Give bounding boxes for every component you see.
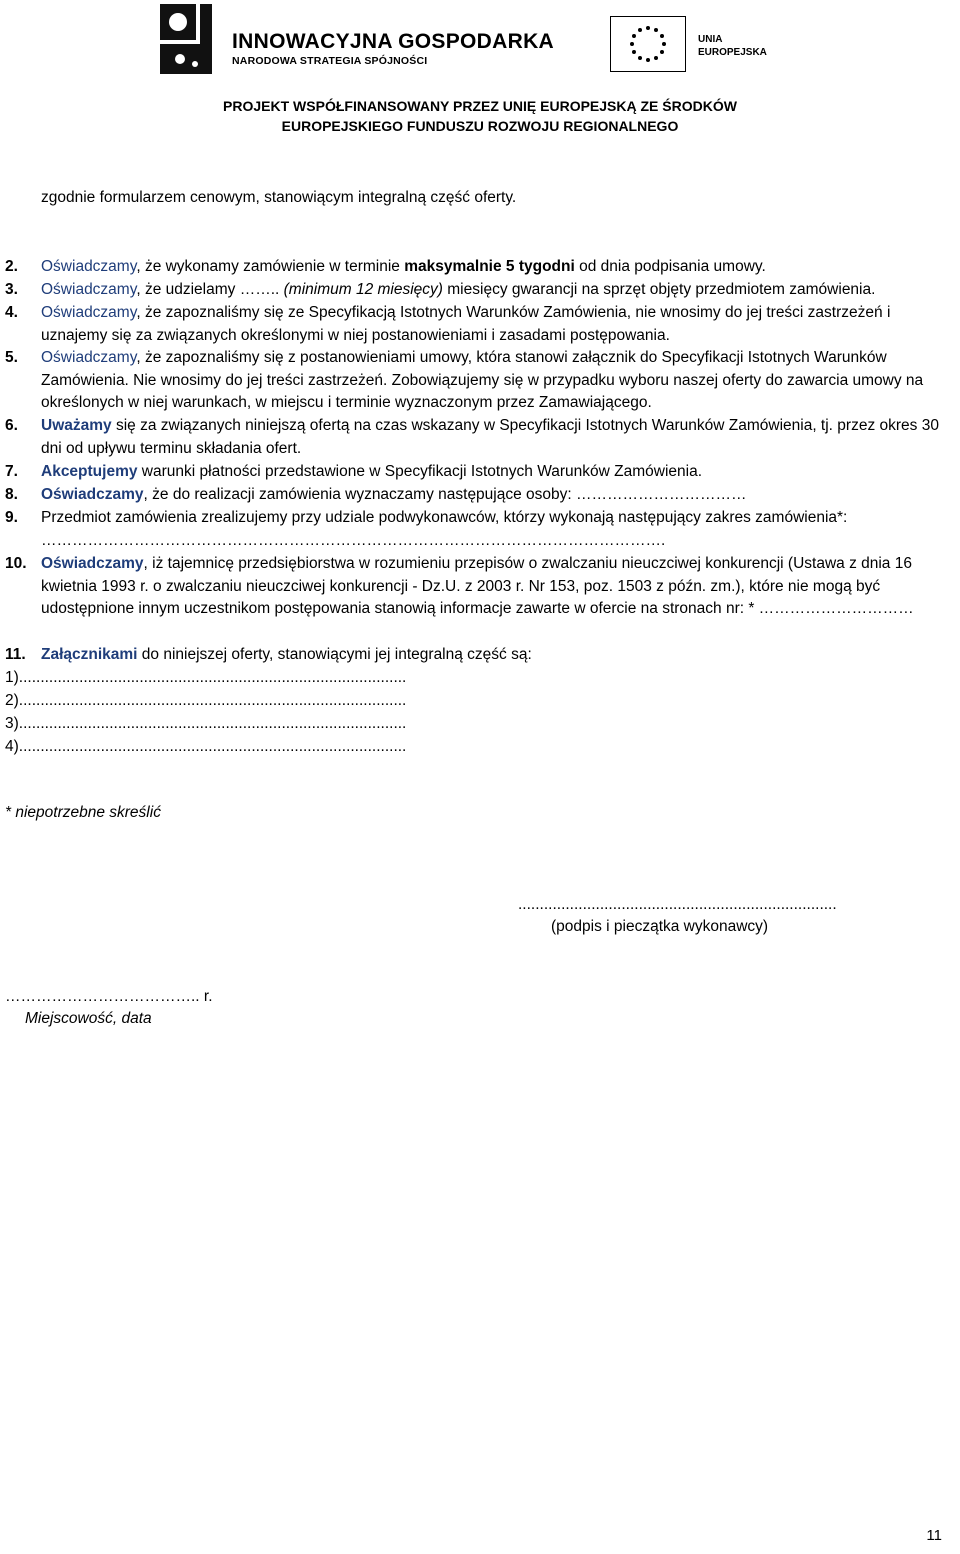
- item-number: 7.: [5, 463, 18, 480]
- project-line-2: EUROPEJSKIEGO FUNDUSZU ROZWOJU REGIONALNEGO: [281, 118, 679, 134]
- item-keyword: Uważamy: [41, 417, 112, 434]
- attachment-line-2: 2)..........................................................................................: [5, 692, 407, 709]
- project-line-1: PROJEKT WSPÓŁFINANSOWANY PRZEZ UNIĘ EUROPEJSKĄ ZE ŚRODKÓW: [223, 98, 737, 114]
- deadline-bold: maksymalnie 5 tygodni: [404, 258, 575, 275]
- item-number: 10.: [5, 555, 27, 572]
- item-number: 3.: [5, 281, 18, 298]
- item-6: 6. Uważamy się za związanych niniejszą ofertą na czas wskazany w Specyfikacji Istotnych Warunków Zamówienia, tj. przez okres 30 dni od upływu terminu składania ofert.: [5, 417, 939, 457]
- brand-subtitle: NARODOWA STRATEGIA SPÓJNOŚCI: [232, 55, 428, 67]
- item-5: 5. Oświadczamy, że zapoznaliśmy się z postanowieniami umowy, która stanowi załącznik do Specyfikacji Istotnych Warunków Zamówienia. Nie wnosimy do jej treści zastrzeżeń. Zobowiązujemy się w przypadku wyboru naszej oferty do zawarcia umowy na określonych w niej warunkach, w miejscu i terminie wyznaczonym przez Zamawiającego.: [5, 349, 924, 411]
- place-date-label: Miejscowość, data: [25, 1010, 152, 1027]
- item-number: 4.: [5, 304, 18, 321]
- warranty-minimum: (minimum 12 miesięcy): [283, 281, 443, 298]
- item-4: 4. Oświadczamy, że zapoznaliśmy się ze Specyfikacją Istotnych Warunków Zamówienia, nie wnosimy do jej treści zastrzeżeń i uznajemy się za związanych określonymi w niej postanowieniami i zasadami postępowania.: [5, 304, 891, 344]
- item-10: 10. Oświadczamy, iż tajemnicę przedsiębiorstwa w rozumieniu przepisów o zwalczaniu nieuczciwej konkurencji (Ustawa z dnia 16 kwietnia 1993 r. o zwalczaniu nieuczciwej konkurencji - Dz.U. z 2003 r. Nr 153, poz. 1503 z późn. zm.), które nie mogą być udostępnione innym uczestnikom postępowania stanowią informacje zawarte w ofercie na stronach nr: * …………………………: [5, 555, 914, 617]
- item-keyword: Akceptujemy: [41, 463, 138, 480]
- item-keyword: Załącznikami: [41, 646, 138, 663]
- item-number: 9.: [5, 509, 18, 526]
- innovative-economy-logo: [160, 4, 212, 74]
- item-keyword: Oświadczamy: [41, 258, 137, 275]
- attachment-line-3: 3)..........................................................................................: [5, 715, 407, 732]
- attachment-line-4: 4)..........................................................................................: [5, 738, 407, 755]
- item-7: 7. Akceptujemy warunki płatności przedstawione w Specyfikacji Istotnych Warunków Zamówienia.: [5, 461, 950, 484]
- item-number: 2.: [5, 258, 18, 275]
- signature-dots: ..........................................................................: [518, 896, 837, 913]
- item-number: 5.: [5, 349, 18, 366]
- item-number: 6.: [5, 417, 18, 434]
- place-date-dots: ……………………………….. r.: [5, 988, 213, 1005]
- item-3: 3. Oświadczamy, że udzielamy …….. (minimum 12 miesięcy) miesięcy gwarancji na sprzęt objęty przedmiotem zamówienia.: [5, 279, 950, 302]
- item-keyword: Oświadczamy: [41, 281, 137, 298]
- item-8: 8. Oświadczamy, że do realizacji zamówienia wyznaczamy następujące osoby: ……………………………: [5, 484, 950, 507]
- attachment-line-1: 1)..........................................................................................: [5, 669, 407, 686]
- item-keyword: Oświadczamy: [41, 486, 144, 503]
- item-number: 8.: [5, 486, 18, 503]
- eu-flag-icon: [610, 16, 686, 72]
- item-9: 9. Przedmiot zamówienia zrealizujemy przy udziale podwykonawców, którzy wykonają następujący zakres zamówienia*: ………………………………………………………………………………………………………….: [5, 509, 848, 549]
- brand-title: INNOWACYJNA GOSPODARKA: [232, 30, 555, 53]
- signature-label: (podpis i pieczątka wykonawcy): [551, 918, 769, 935]
- eu-label: UNIA EUROPEJSKA: [698, 34, 767, 58]
- footnote: * niepotrzebne skreślić: [5, 804, 161, 821]
- item-keyword: Oświadczamy: [41, 349, 137, 366]
- intro-line: zgodnie formularzem cenowym, stanowiącym integralną część oferty.: [41, 189, 517, 206]
- item-2: 2. Oświadczamy, że wykonamy zamówienie w terminie maksymalnie 5 tygodni od dnia podpisania umowy.: [5, 256, 950, 279]
- item-keyword: Oświadczamy: [41, 555, 144, 572]
- page-number: 11: [926, 1527, 942, 1544]
- item-keyword: Oświadczamy: [41, 304, 137, 321]
- item-number: 11.: [5, 646, 26, 663]
- item-11: 11. Załącznikami do niniejszej oferty, stanowiącymi jej integralną część są:: [5, 644, 950, 667]
